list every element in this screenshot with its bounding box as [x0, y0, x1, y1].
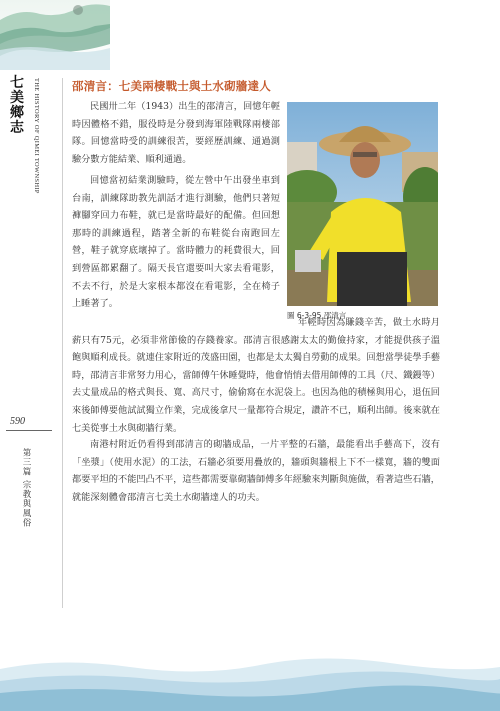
paragraph-3-text: 年輕時因為賺錢辛苦，做土水時月薪只有75元，必須非常節儉的存錢養家。邵清言很感謝太太的勤儉持家，才能提供孩子溫飽與順利成長。就連住家附近的茂盛田園，也都是太太獨自勞動的成果。回想當學徒學手藝時，邵清言非常努力用心，當師傅午休睡覺時，他會悄悄去借用師傅的工具（尺、鐵鏝等）去丈量成品的格式與長、寬、高尺寸，偷偷寫在水泥袋上。也因為他的積極與用心，退伍回來後師傅要他試試獨立作業，完成後拿尺一量都符合規定，讚許不已，順利出師。後來就在七美從事土水與砌牆行業。 [72, 317, 440, 434]
book-title: 七美鄉志 [10, 75, 24, 136]
chapter-label: 第三篇 宗教與風俗 [21, 448, 31, 528]
page-number: 590 [10, 416, 25, 427]
top-decoration [0, 0, 110, 70]
paragraph-1: 民國卅二年（1943）出生的邵清言，回憶年輕時因體格不錯，服役時是分發到海軍陸戰隊兩棲部隊。回憶當時受的訓練很苦，要經歷訓練、通過測驗分數方能結業、順利通過。 [72, 101, 280, 165]
sidebar [0, 70, 52, 710]
english-book-title: THE HISTORY OF QIMEI TOWNSHIP [33, 78, 40, 194]
margin-rule [62, 78, 63, 608]
article-heading: 邵清言：七美兩棲戰士與土水砌牆達人 [72, 79, 271, 93]
paragraph-4: 南港村附近仍看得到邵清言的砌牆成品，一片平整的石牆，最能看出手藝高下，沒有「坐漿」（使用水泥）的工法，石牆必須要用疊放的，牆頭與牆根上下不一樣寬，牆的雙面都要平坦的不能凹凸不平，這些都需要靠砌牆師傅多年經驗來判斷與施做，看著這些石牆，就能深刻體會邵清言七美土水砌牆達人的功夫。 [72, 439, 440, 503]
page-number-divider [6, 430, 52, 431]
photo-caption: 圖 6-3-95 邵清言 [287, 311, 347, 320]
paragraph-2: 回憶當初結業測驗時，從左營中午出發坐車到台南，訓練隊助教先訓話才進行測驗，他們只著短褲腳穿回力布鞋，就已是當時最好的配備。但回想那時的訓練過程，踏著全新的布鞋從台南跑回左營，鞋子就穿底壞掉了。當時體力的耗費很大，回到營區都累翻了。隔天長官還要叫大家去看電影，不去不行，於是大家根本都沒在看電影，全在椅子上睡著了。 [72, 175, 280, 310]
portrait-photo [287, 102, 438, 306]
paragraph-3 [72, 314, 440, 437]
bottom-decoration [0, 649, 500, 711]
